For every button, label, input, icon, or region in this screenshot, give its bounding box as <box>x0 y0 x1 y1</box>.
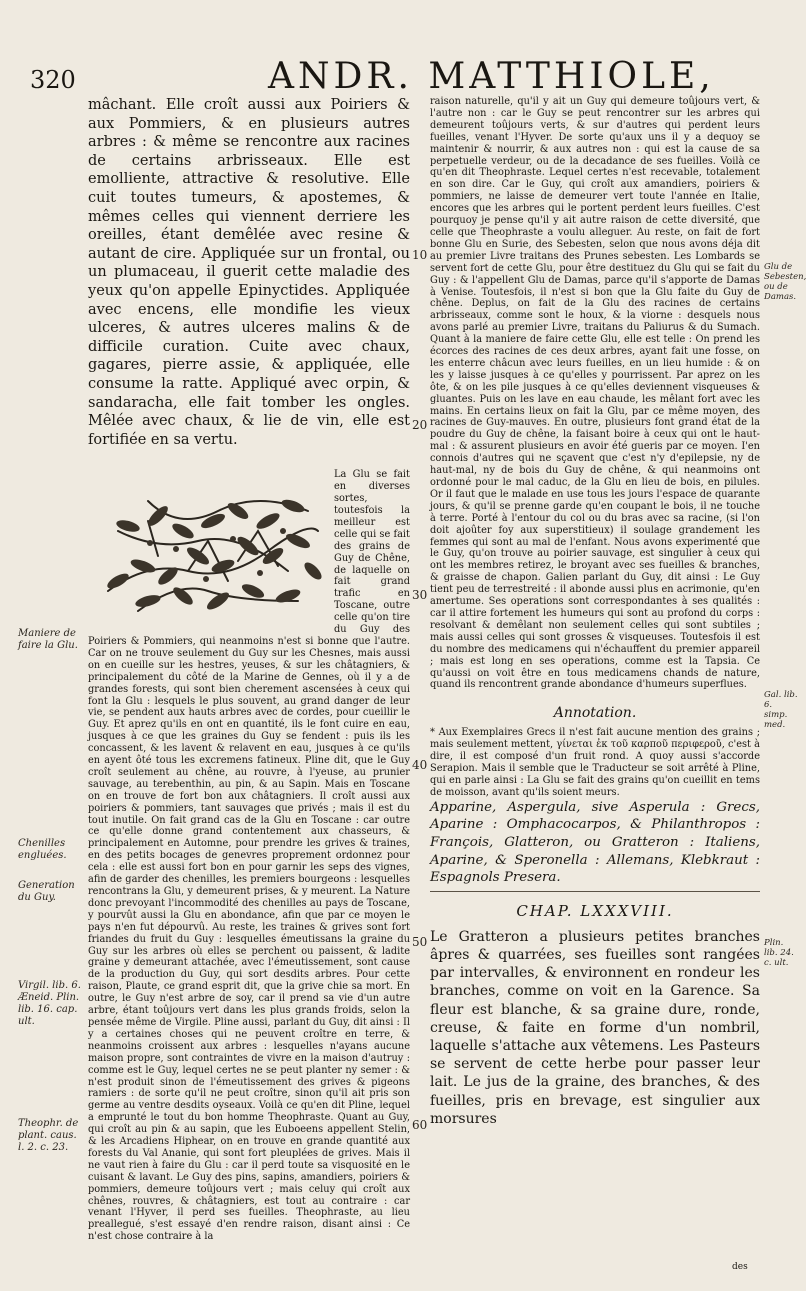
right-body-text: raison naturelle, qu'il y ait un Guy qui demeure toûjours vert, & l'autre non : car le Guy se peut rencontrer sur les arbres qui demeurent toûjours verts, & sur d'autres qui perdent leurs fueilles, venant l'Hyver. De sorte qu'aux uns il y a dequoy se maintenir & nourrir, & aux autres non : qui est la cause de sa perpetuelle verdeur, ou de la decadance de ses fueilles. Voilà ce qu'en dit Theophraste. Lequel certes n'est recevable, totalement en son dire. Car le Guy, qui croît aux amandiers, poiriers & pommiers, ne laisse de demeurer vert toute l'année en Italie, encores que les arbres qui le portent perdent leurs fueilles. C'est pourquoy je pense qu'il y ait autre raison de cette diversité, que celle que Theophraste a voulu alleguer. Au reste, on fait de fort bonne Glu en Surie, des Sebesten, selon que nous avons déja dit au premier Livre traitans des Prunes sebesten. Les Lombards se servent fort de cette Glu, pour être destituez du Glu qui se fait du Guy : & l'appellent Glu de Damas, parce qu'il s'apporte de Damas à Venise. Toutesfois, il n'est si bon que la Glu faite du Guy de chêne. Deplus, on fait de la Glu des racines de certains arbrisseaux, comme sont le houx, & la viorne : desquels nous avons parlé au premier Livre, traitans du Paliurus & du Sumach. Quant à la maniere de faire cette Glu, elle est telle : On prend les écorces des racines de ces deux arbres, ayant fait une fosse, on les enterre châcun avec leurs fueilles, en un lieu humide : & on les y laisse jusques à ce qu'elles y pourrissent. Par aprez on les ôte, & on les pile jusques à ce qu'elles deviennent visqueuses & gluantes. Puis on les lave en eau chaude, les mêlant fort avec les mains. En certains lieux on fait la Glu, par ce même moyen, des racines de Guy-mauves. En outre, plusieurs font grand état de la poudre du Guy de chêne, la faisant boire à ceux qui ont le haut-mal : & assurent plusieurs en avoir été gueris par ce moyen. I'en connois d'autres qui ne sçavent que c'est n'y d'epilepsie, ny de haut-mal, ny de bois du Guy de chêne, & qui neanmoins ont ordonné pour le mal caduc, de la Glu en lieu de bois, en pilules. Or il faut que le malade en use tous les jours l'espace de quarante jours, & qu'il se prenne garde qu'en coupant le bois, il ne touche à terre. Porté à l'entour du col ou du bras avec sa racine, (si l'on doit ajoûter foy aux superstitieux) il soulage grandement les femmes qui sont au mal de l'enfant. Nous avons experimenté que le Guy, qu'on trouve au poirier sauvage, est singulier à ceux qui ont les membres retirez, le broyant avec ses fueilles & branches, & graisse de chapon. Galien parlant du Guy, dit ainsi : Le Guy tient peu de terrestreité : il abonde aussi plus en acrimonie, qu'en amertume. Ses operations sont correspondantes à ses qualités : car il attire fortement les humeurs qui sont au profond du corps : resolvant & demêlant non seulement celles qui sont subtiles ; mais aussi celles qui sont grosses & visqueuses. Toutesfois il est du nombre des medicamens qui n'échauffent du premier appareil ; mais est long en ses operations, comme est la Tapsia. Ce qu'aussi on voit être en tous medicamens chands de nature, quand ils rencontrent grande abondance d'humeurs superflues. <box>430 96 760 691</box>
margin-note-pline: Plin. lib. 24. c. ult. <box>764 938 794 968</box>
line-number-60: 60 <box>412 1118 428 1132</box>
catchword: des <box>732 1262 748 1272</box>
page-number: 320 <box>30 66 76 94</box>
annotation-heading: Annotation. <box>553 705 637 722</box>
annotation-text: * Aux Exemplaires Grecs il n'est fait aucune mention des grains ; mais seulement mettent, γίνεται ἐκ τοῦ καρποῦ περιφεροῦ, c'est à dire, il est composé d'un fruit rond. A quoy aussi s'accorde Serapion. Mais il semble que le Traducteur se soit arrêté à Pline, qui en parle ainsi : La Glu se fait des grains qu'on cueillit en tems de moisson, avant qu'ils soient meurs. <box>430 727 760 798</box>
chapter-text: Le Gratteron a plusieurs petites branches âpres & quarrées, ses fueilles sont rangées par intervalles, & environnent en rondeur les branches, comme on voit en la Garence. Sa fleur est blanche, & sa graine dure, ronde, creuse, & faite en forme d'un nombril, laquelle s'attache aux vêtemens. Les Pasteurs se servent de cette herbe pour passer leur lait. Le jus de la graine, des branches, & des fueilles, pris en brevage, est singulier aux morsures <box>430 928 760 1127</box>
margin-note-sebesten: Glu de Sebesten, ou de Damas. <box>764 262 806 302</box>
left-column <box>88 96 410 1266</box>
margin-note-virgil: Virgil. lib. 6. Æneid. Plin. lib. 16. cap. ult. <box>18 980 81 1027</box>
margin-note-galien: Gal. lib. 6. simp. med. <box>764 690 798 730</box>
left-body-text: La Glu se fait en diverses sortes, toutesfois la meilleur est celle qui se fait des grains de Guy de Chêne, de laquelle on fait grand trafic en Toscane, outre celle qu'on tire du Guy des Poiriers & Pommiers, qui neanmoins n'est si bonne que l'autre. Car on ne trouve seulement du Guy sur les Chesnes, mais aussi on en cueille sur les hestres, yeuses, & sur les châtagniers, & principalement du côté de la Marine de Gennes, où il y a de grandes forests, qui sont bien cherement ascensées à ceux qui font la Glu : lesquels le plus souvent, au grand danger de leur vie, se pendent aux hauts arbres avec de cordes, pour cueillir le Guy. Et aprez qu'ils en ont en quantité, ils le font cuire en eau, jusques à ce que les graines du Guy se fendent : puis ils les concassent, & les lavent & relavent en eau, jusques à ce qu'ils en ayent ôté tous les excremens fatineux. Pline dit, que le Guy croît seulement au chêne, au rouvre, à l'yeuse, au prunier sauvage, au terebenthin, au pin, & au Sapin. Mais en Toscane on en trouve de fort bon aux châtagniers. Il croît aussi aux poiriers & pommiers, tant sauvages que privés ; mais il est du tout inutile. On fait grand cas de la Glu en Toscane : car outre ce qu'elle donne grand contentement aux chasseurs, & principalement en Automne, pour prendre les grives & traines, en des petits bocages de genevres proprement ordonnez pour cela : elle est aussi fort bon en pour garnir les seps des vignes, afin de garder des chenilles, les premiers bourgeons : lesquelles rencontrans la Glu, y demeurent prises, & y meurent. La Nature donc prevoyant l'incommodité des chenilles au pays de Toscane, y pourvût aussi la Glu en abondance, afin que par ce moyen le pays n'en fut dépourvû. Au reste, les traines & grives sont fort friandes du fruit du Guy : lesquelles émeutissans la graine du Guy sur les arbres où elles se perchent ou paissent, & ladite graine y demeurant attachée, avec l'émeutissement, sont cause de la production du Guy, qui sort desdits arbres. Pour cette raison, Plaute, ce grand esprit dit, que la grive chie sa mort. En outre, le Guy n'est arbre de soy, car il prend sa vie d'un autre arbre, étant toûjours vert dans les plus grands froids, selon la pensée même de Virgile. Pline aussi, parlant du Guy, dit ainsi : Il y a certaines choses qui ne peuvent croître en terre, & neanmoins croissent aux arbres : lesquelles n'ayans aucune maison propre, sont contraintes de vivre en la maison d'autruy : comme est le Guy, lequel certes ne se peut planter ny semer : & n'est produit sinon de l'émeutissement des grives & pigeons ramiers : de sorte qu'il ne peut croître, sinon qu'il ait pris son germe au ventre desdits oyseaux. Voilà ce qu'en dit Pline, lequel a emprunté le tout du bon homme Theophraste. Quant au Guy, qui croît au pin & au sapin, que les Euboeens appellent Stelin, & les Arcadiens Hiphear, on en trouve en grande quantité aux forests du Val Ananie, qui sont fort pleuplées de grives. Mais il ne vaut rien à faire du Glu : car il perd toute sa visquosité en le cuisant & lavant. Le Guy des pins, sapins, amandiers, poiriers & pommiers, demeure toûjours vert ; mais celuy qui croît aux chênes, rouvres, & châtagniers, est tout au contraire : car venant l'Hyver, il perd ses fueilles. Theophraste, au lieu preallegué, s'est essayé d'en rendre raison, disant ainsi : Ce n'est chose contraire à la <box>88 469 410 1243</box>
mistletoe-woodcut <box>88 471 328 623</box>
mistletoe-illustration <box>88 471 328 623</box>
right-column <box>430 96 760 1264</box>
line-number-30: 30 <box>412 588 428 602</box>
running-head: ANDR. MATTHIOLE, <box>268 56 715 97</box>
line-number-10: 10 <box>412 248 428 262</box>
margin-note-generation: Generation du Guy. <box>18 880 75 903</box>
plant-names: Apparine, Aspergula, sive Asperula : Grecs, Aparine : Omphacocarpos, & Philanthropos : François, Glatteron, ou Gratteron : Italiens, Aparine, & Speronella : Allemans, Klebkraut : Espagnols Presera. <box>430 799 760 886</box>
margin-note-glu: Maniere de faire la Glu. <box>18 628 78 651</box>
chapter-heading: CHAP. LXXXVIII. <box>516 901 674 920</box>
margin-note-chenilles: Chenilles engluées. <box>18 838 67 861</box>
section-rule <box>430 891 760 892</box>
margin-note-theophr: Theophr. de plant. caus. l. 2. c. 23. <box>18 1118 79 1153</box>
line-number-50: 50 <box>412 935 428 949</box>
left-top-paragraph: mâchant. Elle croît aussi aux Poiriers & aux Pommiers, & en plusieurs autres arbres : & même se rencontre aux racines de certains arbrisseaux. Elle est emolliente, attractive & resolutive. Elle cuit toutes tumeurs, & apostemes, & mêmes celles qui viennent derriere les oreilles, étant demêlée avec resine & autant de cire. Appliquée sur un frontal, ou un plumaceau, il guerit cette maladie des yeux qu'on appelle Epinyctides. Appliquée avec encens, elle mondifie les vieux ulceres, & autres ulceres malins & de difficile curation. Cuite avec chaux, gagares, pierre assie, & appliquée, elle consume la ratte. Appliqué avec orpin, & sandaracha, elle fait tomber les ongles. Mêlée avec chaux, & lie de vin, elle est fortifiée en sa vertu. <box>88 97 410 448</box>
line-number-40: 40 <box>412 758 428 772</box>
line-number-20: 20 <box>412 418 428 432</box>
